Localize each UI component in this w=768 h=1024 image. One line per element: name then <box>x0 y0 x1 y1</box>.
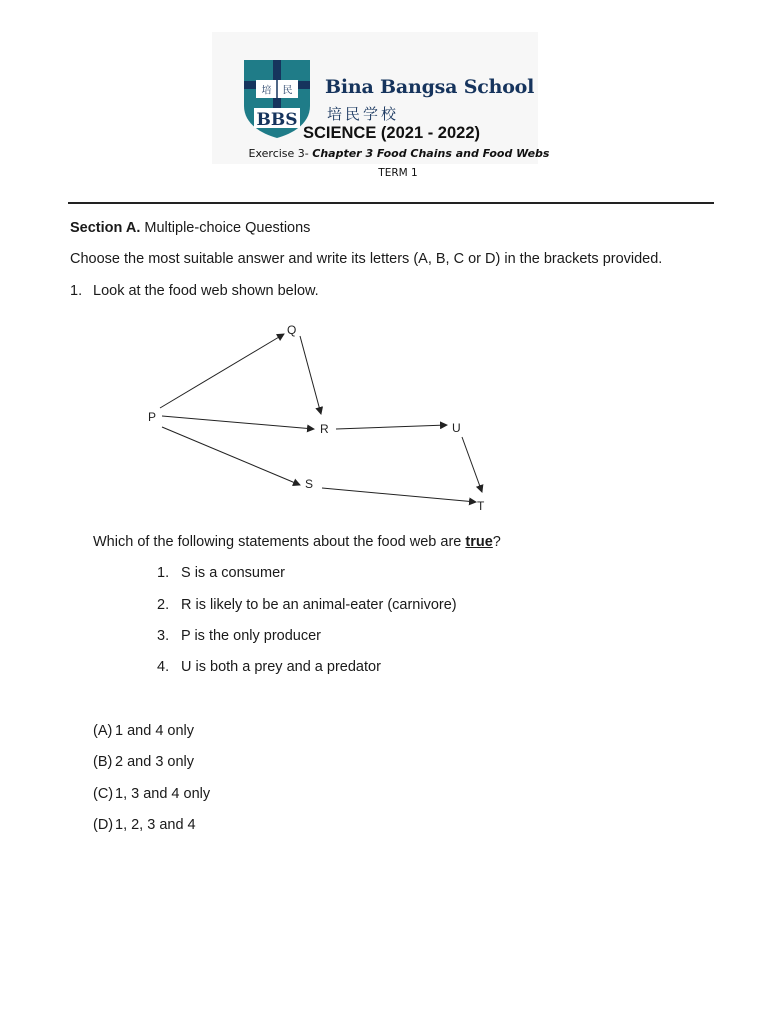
statement-text: P is the only producer <box>181 628 321 644</box>
section-heading <box>70 220 310 236</box>
option-letter: (A) <box>93 723 113 739</box>
chapter-title: Chapter 3 Food Chains and Food Webs <box>312 147 550 160</box>
statement-item <box>157 565 285 581</box>
question-prompt <box>70 283 319 299</box>
stem-end: ? <box>492 534 501 550</box>
statement-item <box>157 597 457 613</box>
school-name: Bina Bangsa School <box>325 76 535 98</box>
food-web-diagram <box>140 316 500 522</box>
statement-text: U is both a prey and a predator <box>181 659 381 675</box>
option-text: 2 and 3 only <box>115 754 195 770</box>
statement-number: 2. <box>157 597 170 613</box>
node-t: T <box>477 499 485 513</box>
school-crest-logo <box>244 60 310 138</box>
arrow-p-to-s <box>162 427 300 485</box>
option-text: 1, 3 and 4 only <box>115 786 211 802</box>
node-p: P <box>148 410 157 424</box>
school-name-chinese: 培民学校 <box>327 105 400 123</box>
statement-text: R is likely to be an animal-eater (carnivore) <box>181 597 457 613</box>
logo-char-right: 民 <box>282 85 293 97</box>
option-c <box>93 786 210 802</box>
question-number: 1. <box>70 283 83 299</box>
statement-number: 4. <box>157 659 170 675</box>
exercise-line <box>0 147 768 160</box>
option-letter: (C) <box>93 786 114 802</box>
option-text: 1, 2, 3 and 4 <box>115 817 196 833</box>
logo-char-left: 培 <box>261 85 272 97</box>
stem-text: Which of the following statements about the food web are <box>93 534 466 550</box>
statement-number: 1. <box>157 565 170 581</box>
arrow-r-to-u <box>336 425 447 429</box>
option-a <box>93 723 194 739</box>
section-title: Section A. <box>70 220 141 236</box>
statement-number: 3. <box>157 628 170 644</box>
option-text: 1 and 4 only <box>115 723 195 739</box>
node-q: Q <box>287 323 297 337</box>
logo-initials: BBS <box>256 110 298 130</box>
header-divider <box>68 202 714 204</box>
arrow-u-to-t <box>462 437 482 492</box>
node-r: R <box>320 422 329 436</box>
statement-text: S is a consumer <box>181 565 285 581</box>
option-letter: (B) <box>93 754 113 770</box>
question-stem <box>93 534 501 550</box>
exercise-prefix: Exercise 3- <box>248 147 313 160</box>
section-subtitle: Multiple-choice Questions <box>144 220 311 236</box>
node-u: U <box>452 421 461 435</box>
arrow-q-to-r <box>300 336 321 414</box>
subject-title: SCIENCE (2021 - 2022) <box>303 124 480 142</box>
node-s: S <box>305 477 314 491</box>
question-text: Look at the food web shown below. <box>93 283 319 299</box>
statement-item <box>157 628 321 644</box>
option-b <box>93 754 194 770</box>
instructions: Choose the most suitable answer and write its letters (A, B, C or D) in the brackets provided. <box>70 251 663 267</box>
arrow-p-to-r <box>162 416 314 429</box>
stem-emphasis: true <box>465 534 493 550</box>
option-d <box>93 817 196 833</box>
arrow-p-to-q <box>160 334 284 408</box>
term-label: TERM 1 <box>378 167 418 179</box>
option-letter: (D) <box>93 817 114 833</box>
arrow-s-to-t <box>322 488 476 502</box>
statement-item <box>157 659 381 675</box>
